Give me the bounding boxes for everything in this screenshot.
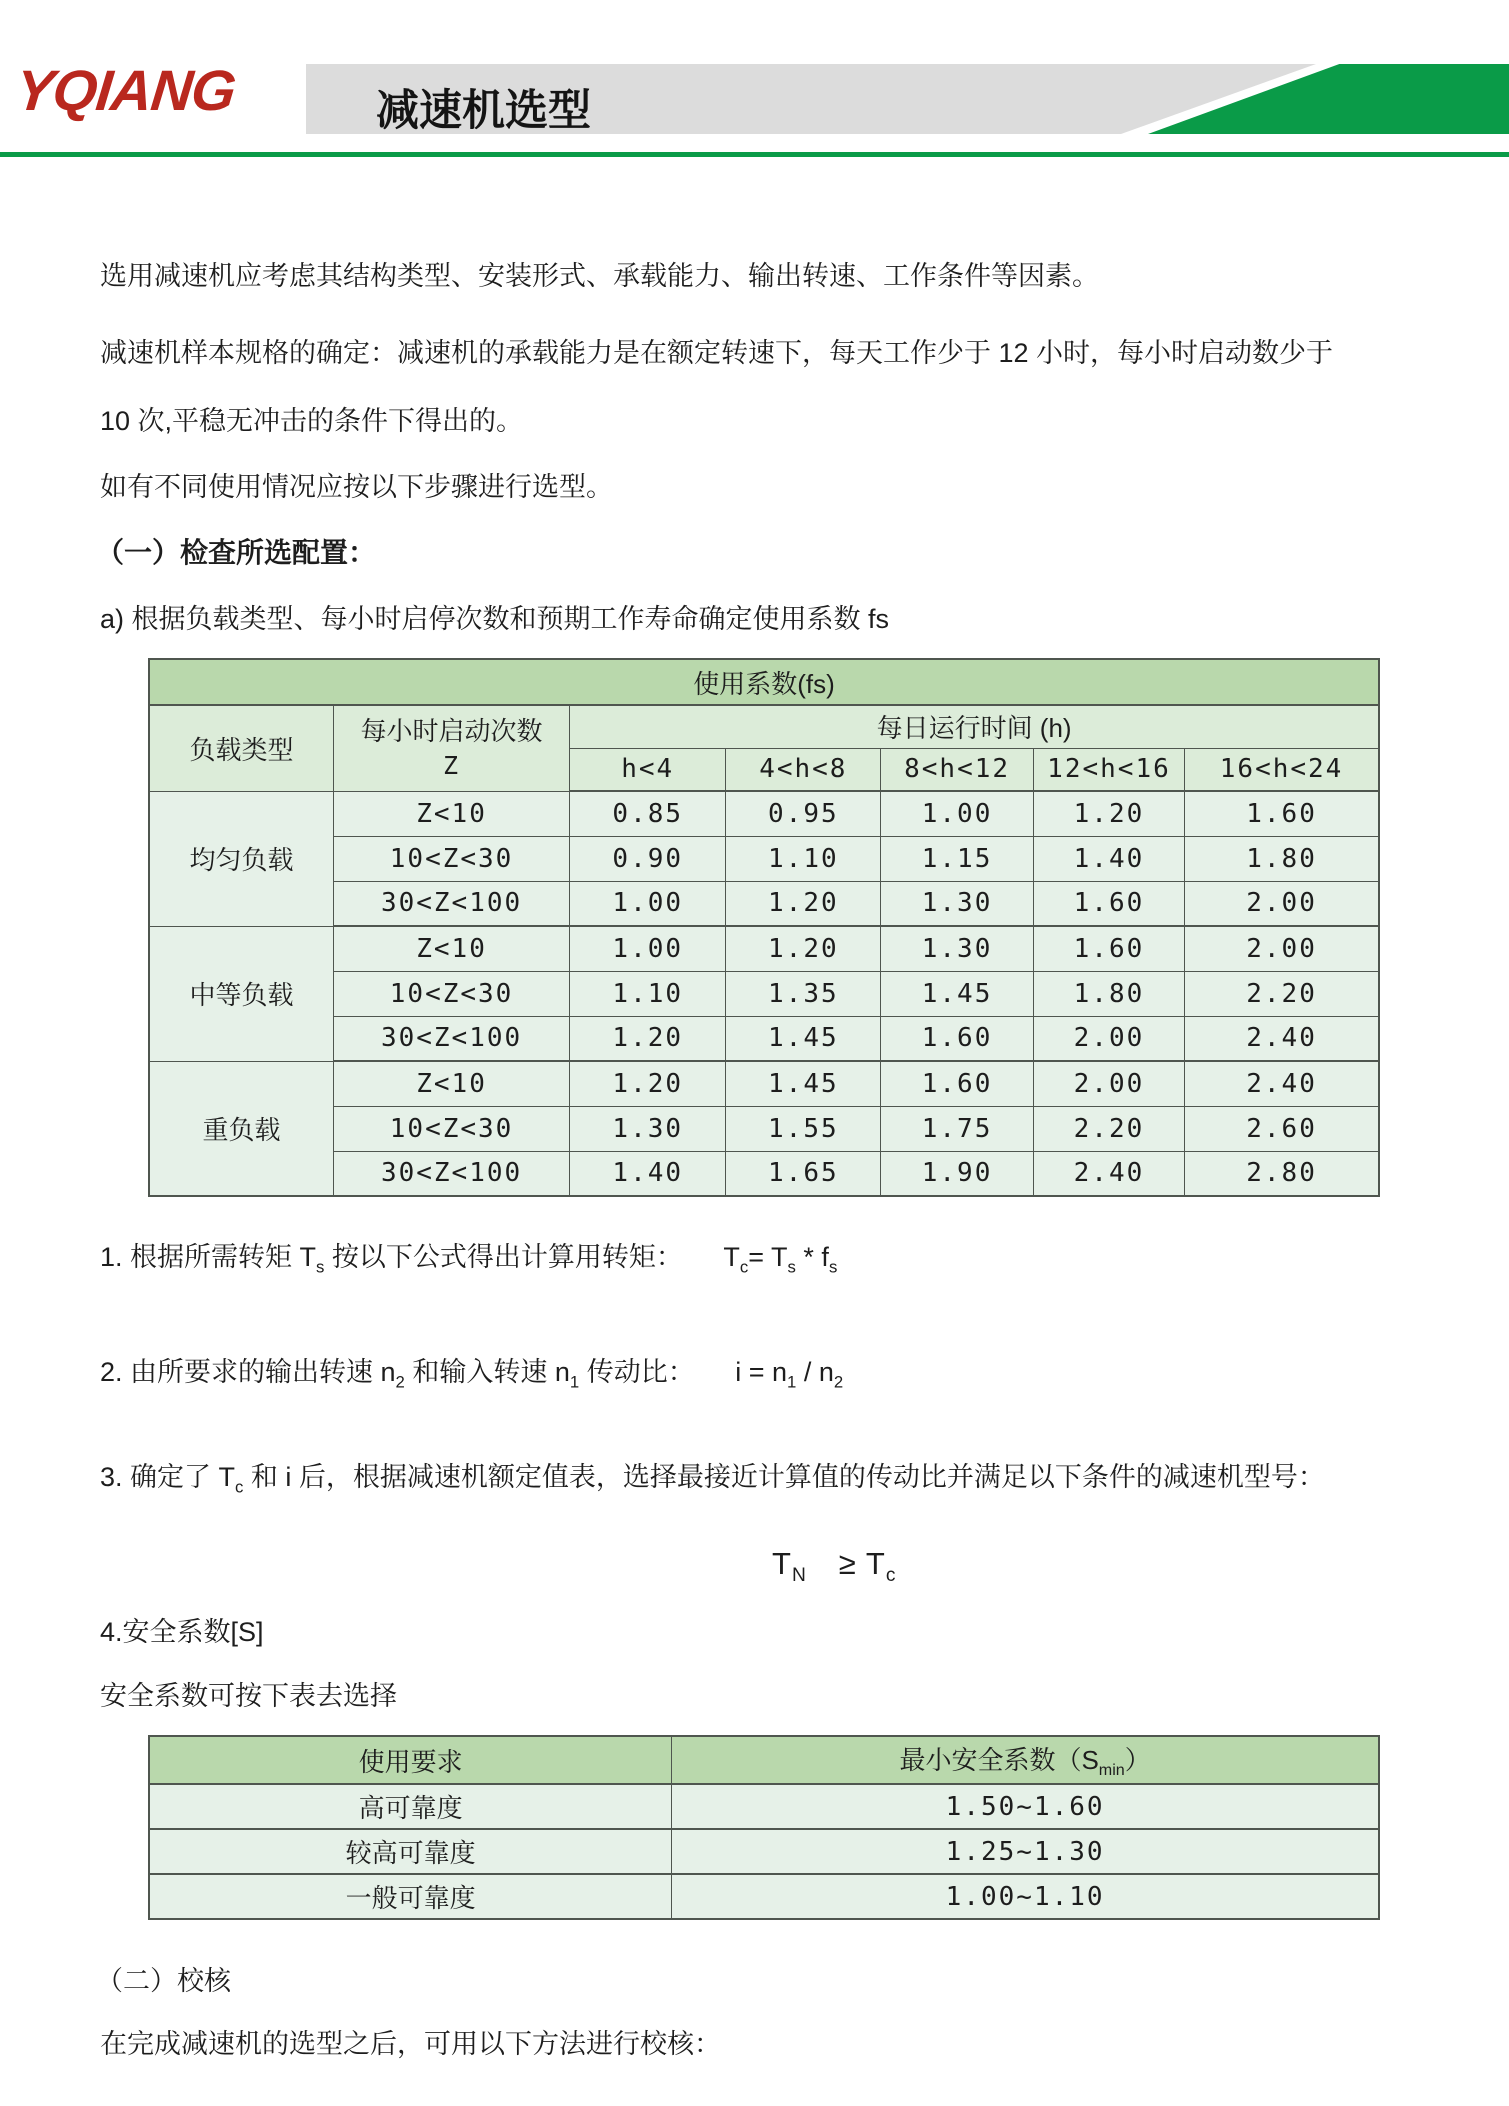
factor-value-cell: 1.40 [1033,836,1184,881]
reliability-cell: 较高可靠度 [149,1829,672,1874]
load-type-header: 负载类型 [149,705,333,791]
factor-value-cell: 1.20 [570,1016,726,1061]
factor-value-cell: 1.60 [1185,791,1379,836]
daily-runtime-header: 每日运行时间 (h) [570,705,1379,748]
factor-value-cell: 2.20 [1033,1106,1184,1151]
page-title: 减速机选型 [376,87,591,135]
intro-paragraph-2: 减速机样本规格的确定：减速机的承载能力是在额定转速下，每天工作少于 12 小时，每小时启动数少于 [100,338,1334,368]
factor-value-cell: 1.20 [726,881,881,926]
factor-value-cell: 1.90 [881,1151,1034,1196]
factor-value-cell: 2.40 [1185,1016,1379,1061]
safety-range-cell: 1.50~1.60 [672,1784,1379,1829]
z-range-cell: Z<10 [333,926,569,971]
factor-value-cell: 1.60 [1033,881,1184,926]
z-range-cell: 10<Z<30 [333,1106,569,1151]
step-4-safety-factor: 4.安全系数[S] [100,1617,264,1647]
factor-value-cell: 1.35 [726,971,881,1016]
starts-symbol-label: Z [443,750,461,780]
factor-value-cell: 1.80 [1185,836,1379,881]
verification-note: 在完成减速机的选型之后，可用以下方法进行校核： [100,2029,721,2059]
reliability-cell: 一般可靠度 [149,1874,672,1919]
safety-range-cell: 1.00~1.10 [672,1874,1379,1919]
factor-value-cell: 2.40 [1185,1061,1379,1106]
factor-value-cell: 1.45 [726,1061,881,1106]
load-group-label: 均匀负载 [149,791,333,926]
factor-value-cell: 1.20 [1033,791,1184,836]
intro-paragraph-1: 选用减速机应考虑其结构类型、安装形式、承载能力、输出转速、工作条件等因素。 [100,261,1099,291]
intro-paragraph-4: 如有不同使用情况应按以下步骤进行选型。 [100,472,613,502]
z-range-cell: 10<Z<30 [333,971,569,1016]
factor-value-cell: 1.75 [881,1106,1034,1151]
factor-value-cell: 2.20 [1185,971,1379,1016]
factor-value-cell: 1.40 [570,1151,726,1196]
load-group-label: 重负载 [149,1061,333,1196]
reliability-cell: 高可靠度 [149,1784,672,1829]
factor-value-cell: 2.00 [1185,926,1379,971]
factor-value-cell: 1.65 [726,1151,881,1196]
factor-value-cell: 1.10 [570,971,726,1016]
factor-value-cell: 1.45 [726,1016,881,1061]
factor-value-cell: 1.55 [726,1106,881,1151]
z-range-cell: Z<10 [333,791,569,836]
starts-per-hour-label: 每小时启动次数 [360,715,543,746]
hour-range-header: 4<h<8 [726,748,881,791]
z-range-cell: 30<Z<100 [333,1016,569,1061]
torque-condition-formula: $T_N$ ≥ $T_c$ [772,1546,897,1587]
factor-value-cell: 1.00 [570,881,726,926]
factor-value-cell: 0.85 [570,791,726,836]
section1-heading: （一）检查所选配置： [96,537,377,568]
safety-range-cell: 1.25~1.30 [672,1829,1379,1874]
factor-value-cell: 1.60 [881,1016,1034,1061]
z-range-cell: Z<10 [333,1061,569,1106]
factor-value-cell: 1.10 [726,836,881,881]
z-range-cell: 10<Z<30 [333,836,569,881]
hour-range-header: 12<h<16 [1033,748,1184,791]
factor-value-cell: 1.00 [570,926,726,971]
factor-value-cell: 1.60 [1033,926,1184,971]
z-range-cell: 30<Z<100 [333,881,569,926]
factor-value-cell: 1.15 [881,836,1034,881]
step-2-ratio-formula: 2. 由所要求的输出转速 $n_2$ 和输入转速 $n_1$ 传动比： $i = n_1 / n_2$ [100,1357,844,1392]
factor-value-cell: 2.40 [1033,1151,1184,1196]
factor-value-cell: 1.20 [570,1061,726,1106]
factor-value-cell: 0.95 [726,791,881,836]
factor-value-cell: 2.80 [1185,1151,1379,1196]
factor-value-cell: 2.00 [1185,881,1379,926]
factor-value-cell: 1.80 [1033,971,1184,1016]
factor-value-cell: 1.20 [726,926,881,971]
usage-factor-table [148,658,1380,1197]
factor-value-cell: 2.60 [1185,1106,1379,1151]
safety-factor-table [148,1735,1380,1920]
factor-value-cell: 2.00 [1033,1016,1184,1061]
step-1-torque-formula: 1. 根据所需转矩 $T_s$ 按以下公式得出计算用转矩： $T_c= T_s * f_s$ [100,1242,838,1277]
load-group-label: 中等负载 [149,926,333,1061]
factor-value-cell: 1.00 [881,791,1034,836]
hour-range-header: 16<h<24 [1185,748,1379,791]
section2-heading: （二）校核 [96,1966,231,1996]
step-3-selection-rule: 3. 确定了 $T_c$ 和 i 后，根据减速机额定值表，选择最接近计算值的传动比并满足以下条件的减速机型号： [100,1462,1325,1497]
factor-value-cell: 1.60 [881,1061,1034,1106]
hour-range-header: 8<h<12 [881,748,1034,791]
factor-value-cell: 1.30 [570,1106,726,1151]
usage-factor-note: a) 根据负载类型、每小时启停次数和预期工作寿命确定使用系数 fs [100,604,890,634]
starts-per-hour-header [333,705,569,791]
hour-range-header: h<4 [570,748,726,791]
factor-value-cell: 0.90 [570,836,726,881]
factor-value-cell: 1.30 [881,926,1034,971]
intro-paragraph-3: 10 次,平稳无冲击的条件下得出的。 [100,406,524,436]
z-range-cell: 30<Z<100 [333,1151,569,1196]
min-safety-factor-header: 最小安全系数$(S_{min})$ [672,1736,1379,1784]
usage-requirement-header: 使用要求 [149,1736,672,1784]
factor-value-cell: 1.45 [881,971,1034,1016]
brand-logo: YQIANG [12,59,239,123]
table1-title: 使用系数(fs) [149,659,1379,705]
factor-value-cell: 2.00 [1033,1061,1184,1106]
green-divider-line [0,152,1509,157]
safety-table-note: 安全系数可按下表去选择 [100,1681,397,1711]
factor-value-cell: 1.30 [881,881,1034,926]
